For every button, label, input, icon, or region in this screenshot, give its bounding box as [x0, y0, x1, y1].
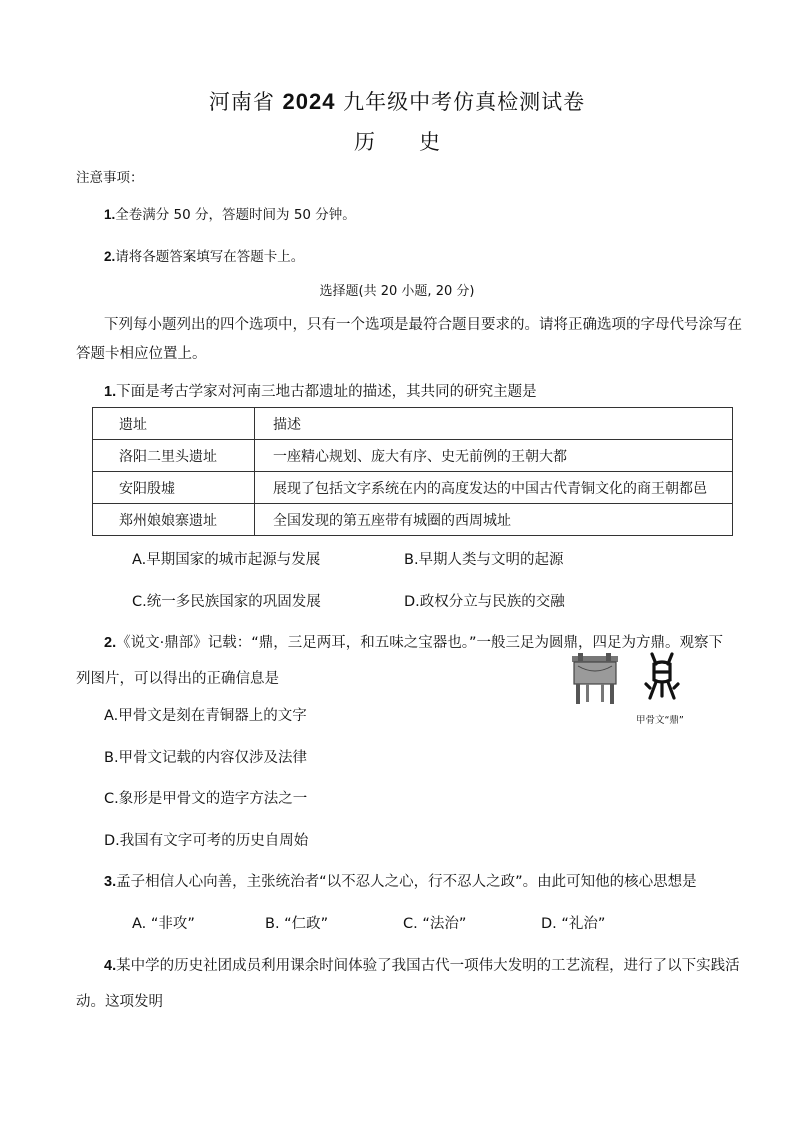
note-item-2-number: 2.: [104, 249, 116, 264]
table-row: [93, 440, 733, 472]
note-item-1-number: 1.: [104, 207, 116, 222]
question-4-text: 某中学的历史社团成员利用课余时间体验了我国古代一项伟大发明的工艺流程，进行了以下实践活: [116, 958, 740, 974]
question-2-stem-line-2: 列图片，可以得出的正确信息是: [76, 671, 279, 687]
table-cell-site: 安阳殷墟: [93, 472, 255, 504]
question-2-option-d: D.我国有文字可考的历史自周始: [104, 833, 309, 849]
question-1-text: 下面是考古学家对河南三地古都遗址的描述，其共同的研究主题是: [116, 384, 537, 400]
table-cell-description: 展现了包括文字系统在内的高度发达的中国古代青铜文化的商王朝都邑: [255, 472, 733, 504]
subject-char-1: 历: [354, 130, 375, 154]
question-2-option-a: A.甲骨文是刻在青铜器上的文字: [104, 708, 307, 724]
figure-caption: 甲骨文“鼎”: [636, 715, 684, 726]
notes-heading: 注意事项：: [76, 170, 144, 186]
note-item-2-text: 请将各题答案填写在答题卡上。: [115, 249, 305, 265]
question-3-option-b: B. “仁政”: [265, 916, 329, 932]
table-header-site: 遗址: [93, 408, 255, 440]
question-3-option-d: D. “礼治”: [541, 916, 606, 932]
note-item-2: [104, 245, 304, 265]
question-3-option-c: C. “法治”: [403, 916, 467, 932]
title-exam-name: 九年级中考仿真检测试卷: [343, 90, 586, 114]
question-2-text: 《说文·鼎部》记载：“鼎，三足两耳，和五味之宝器也。”一般三足为圆鼎，四足为方鼎。观察下: [116, 635, 723, 651]
table-cell-site: 洛阳二里头遗址: [93, 440, 255, 472]
question-1-number: 1.: [104, 384, 117, 400]
oracle-bone-ding-character: [646, 654, 678, 698]
note-item-1: [104, 203, 356, 223]
table-header-row: [93, 408, 733, 440]
table-header-description: 描述: [255, 408, 733, 440]
note-item-1-text: 全卷满分 50 分，答题时间为 50 分钟。: [115, 207, 356, 223]
section-instruction-line-2: 答题卡相应位置上。: [76, 346, 207, 362]
section-instruction-line-1: 下列每小题列出的四个选项中，只有一个选项是最符合题目要求的。请将正确选项的字母代号涂写在: [104, 317, 742, 333]
question-1-table: [92, 407, 733, 536]
question-2-option-b: B.甲骨文记载的内容仅涉及法律: [104, 750, 308, 766]
subject-title: [0, 126, 794, 156]
exam-title: [0, 86, 794, 116]
question-1-option-a: A.早期国家的城市起源与发展: [132, 552, 321, 568]
section-title: 选择题(共 20 小题, 20 分): [319, 284, 475, 299]
table-cell-site: 郑州娘娘寨遗址: [93, 504, 255, 536]
question-3-option-a: A. “非攻”: [132, 916, 195, 932]
title-year: 2024: [282, 89, 336, 114]
question-1-option-d: D.政权分立与民族的交融: [404, 594, 565, 610]
question-4-stem-line-1: [104, 954, 740, 975]
table-row: [93, 504, 733, 536]
question-4-number: 4.: [104, 958, 117, 974]
bronze-ding-image: [572, 653, 618, 704]
question-3-stem: [104, 870, 697, 891]
question-2-number: 2.: [104, 635, 117, 651]
question-1-option-b: B.早期人类与文明的起源: [404, 552, 564, 568]
table-cell-description: 全国发现的第五座带有城圈的西周城址: [255, 504, 733, 536]
subject-char-2: 史: [419, 130, 440, 154]
title-province: 河南省: [208, 90, 275, 114]
question-3-number: 3.: [104, 874, 117, 890]
table-cell-description: 一座精心规划、庞大有序、史无前例的王朝大都: [255, 440, 733, 472]
question-2-option-c: C.象形是甲骨文的造字方法之一: [104, 791, 308, 807]
question-3-text: 孟子相信人心向善，主张统治者“以不忍人之心，行不忍人之政”。由此可知他的核心思想是: [116, 874, 697, 890]
question-1-stem: [104, 380, 537, 401]
question-1-option-c: C.统一多民族国家的巩固发展: [132, 594, 321, 610]
table-row: [93, 472, 733, 504]
question-4-stem-line-2: 动。这项发明: [76, 994, 163, 1010]
